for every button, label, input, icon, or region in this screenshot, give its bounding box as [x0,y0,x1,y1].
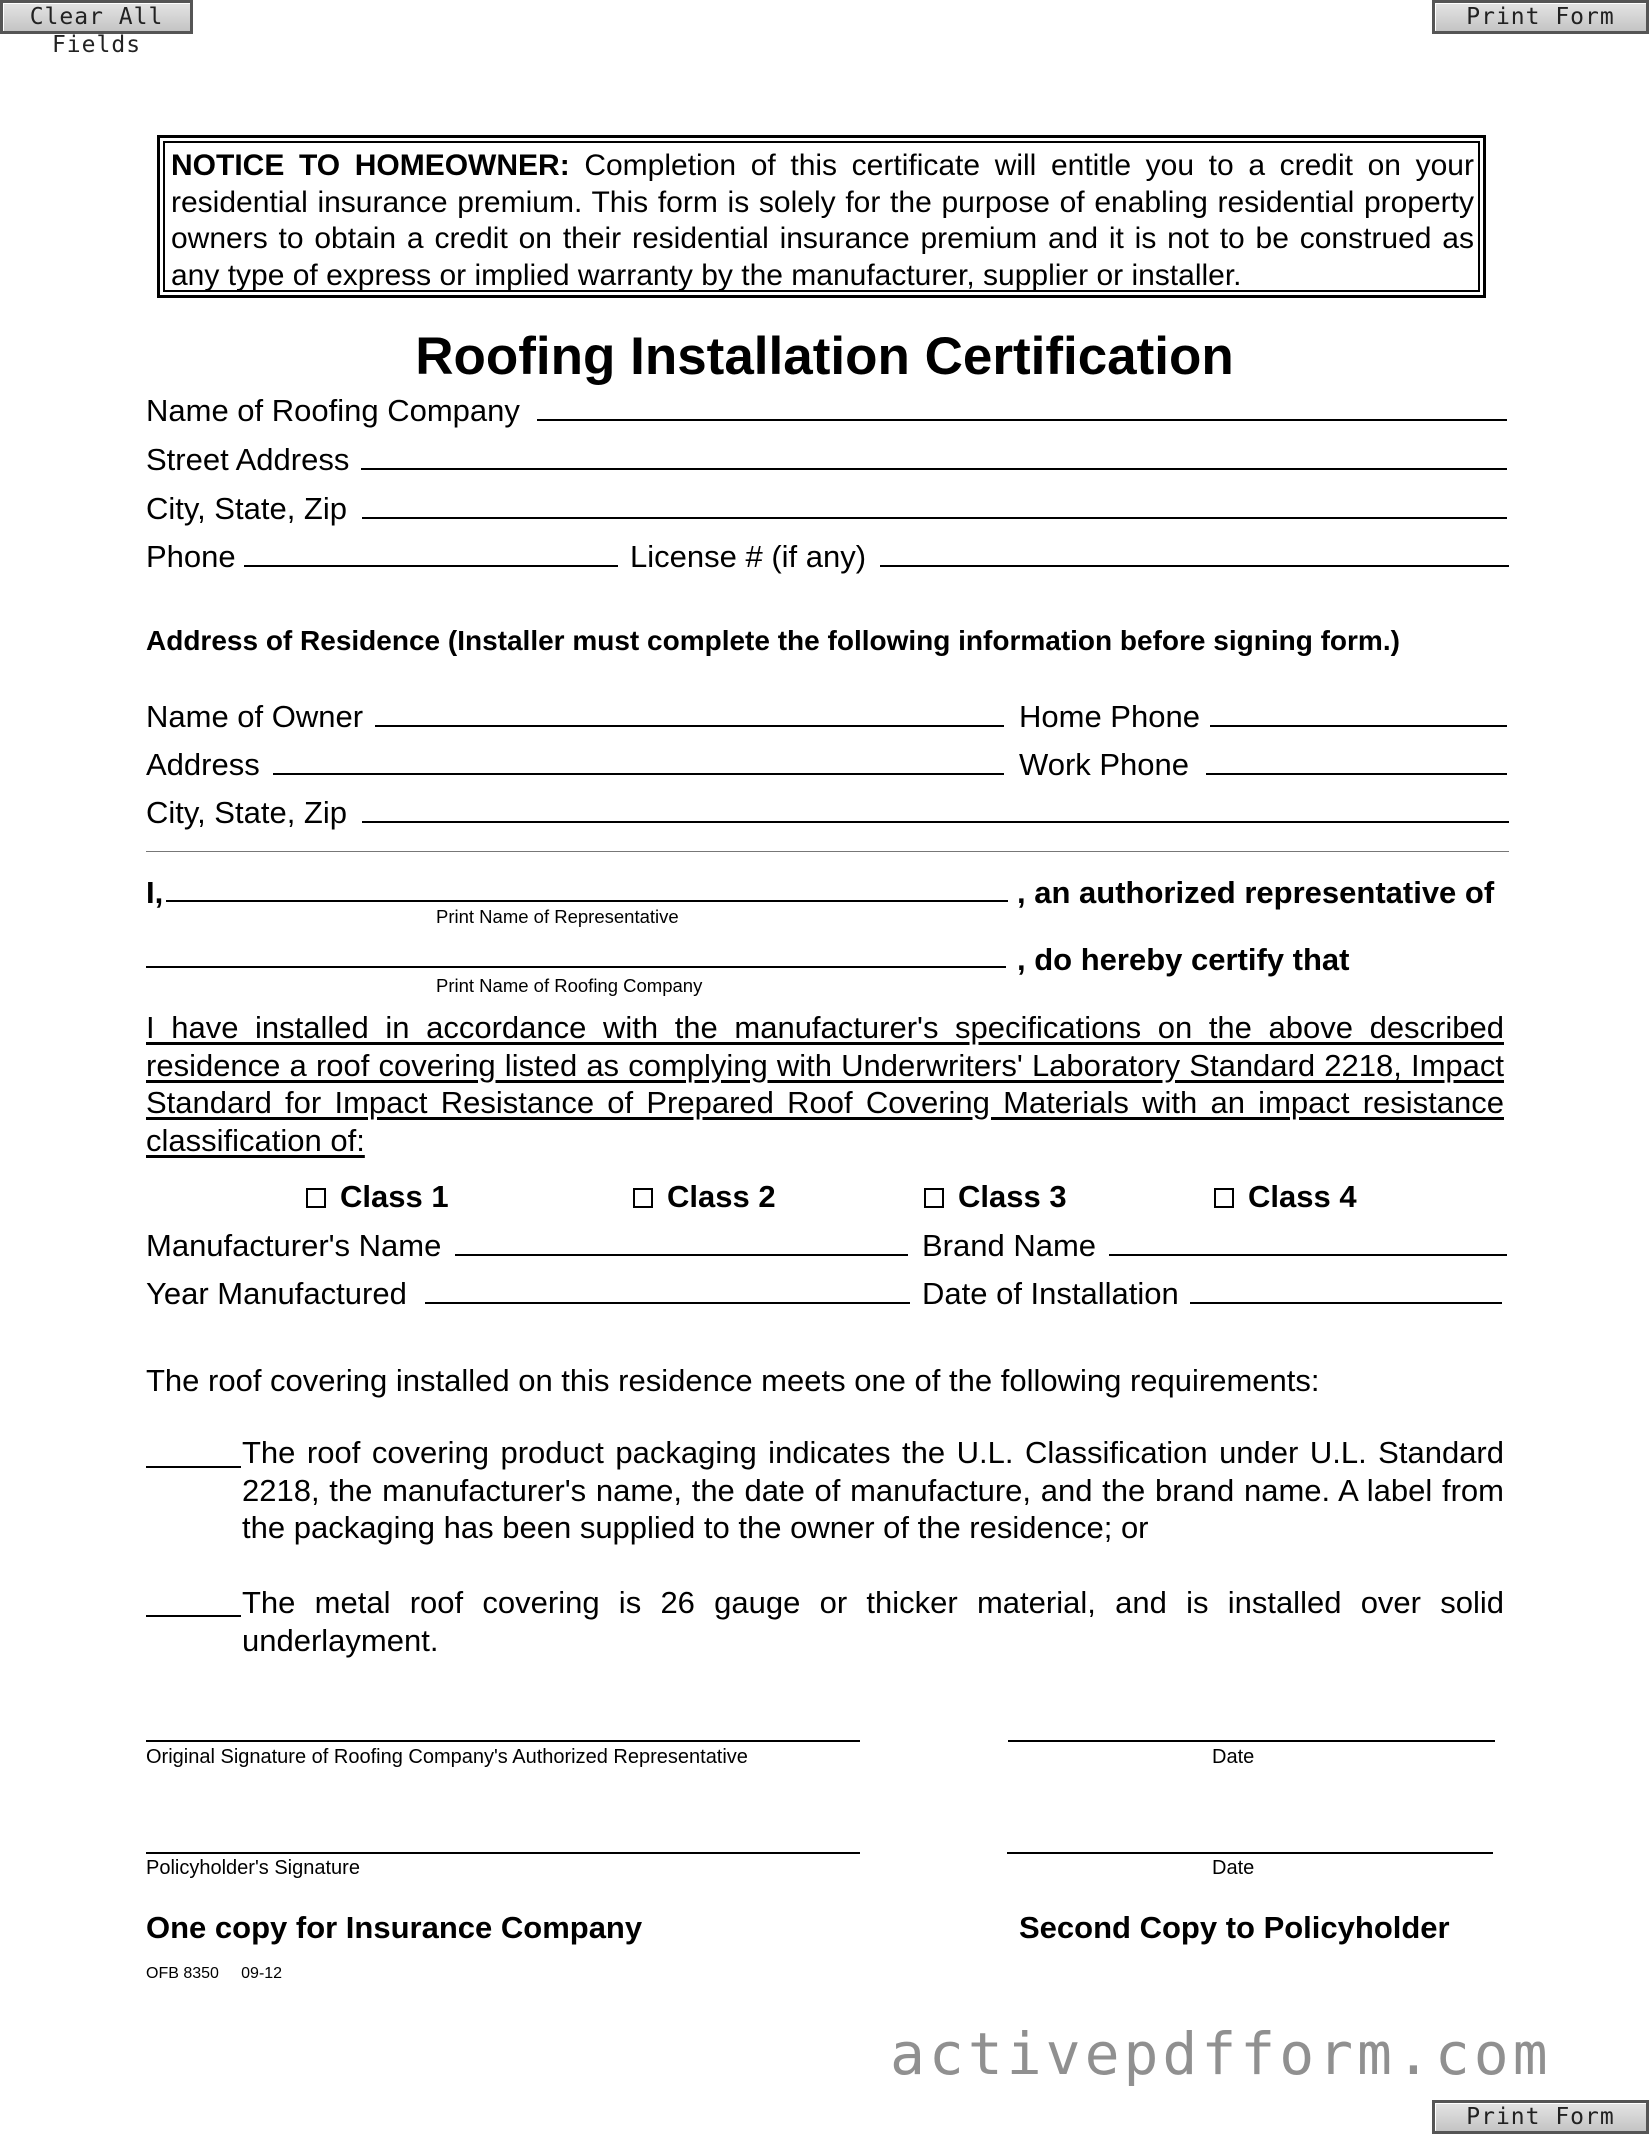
class-1-label: Class 1 [340,1179,449,1214]
option-2-initial-field[interactable] [146,1615,241,1617]
class-4-checkbox[interactable] [1214,1188,1234,1208]
company-city-field[interactable] [362,517,1507,519]
company-name-label: Name of Roofing Company [146,393,520,428]
class-2-checkbox[interactable] [633,1188,653,1208]
work-phone-label: Work Phone [1019,747,1190,782]
representative-signature-field[interactable] [146,1740,860,1742]
installation-date-label: Date of Installation [922,1276,1179,1311]
class-1-checkbox[interactable] [306,1188,326,1208]
license-field[interactable] [880,565,1509,567]
policyholder-signature-field[interactable] [146,1852,860,1854]
form-number: OFB 8350 09-12 [146,1965,283,1982]
print-form-button-bottom[interactable]: Print Form [1432,2100,1649,2134]
page-title: Roofing Installation Certification [415,327,1234,386]
brand-name-field[interactable] [1109,1254,1507,1256]
representative-name-field[interactable] [166,900,1008,902]
roofing-company-name-field[interactable] [146,966,1006,968]
copy-policyholder: Second Copy to Policyholder [1019,1910,1450,1945]
residence-city-field[interactable] [362,821,1509,823]
class-3-label: Class 3 [958,1179,1067,1214]
notice-heading: NOTICE TO HOMEOWNER: [171,149,570,182]
manufacturer-name-label: Manufacturer's Name [146,1228,442,1263]
notice-text [163,141,1480,292]
company-name-field[interactable] [537,419,1507,421]
representative-signature-caption: Original Signature of Roofing Company's Authorized Representative [146,1746,748,1768]
policyholder-signature-caption: Policyholder's Signature [146,1857,360,1879]
date-2-caption: Date [1212,1857,1255,1879]
certify-i-label: I, [146,875,164,910]
work-phone-field[interactable] [1206,773,1507,775]
home-phone-label: Home Phone [1019,699,1200,734]
date-1-caption: Date [1212,1746,1255,1768]
street-address-label: Street Address [146,442,350,477]
owner-name-label: Name of Owner [146,699,364,734]
manufacturer-name-field[interactable] [455,1254,908,1256]
representative-caption: Print Name of Representative [436,906,679,927]
year-manufactured-field[interactable] [425,1302,910,1304]
phone-label: Phone [146,539,236,574]
section-divider [146,851,1509,852]
requirements-intro: The roof covering installed on this residence meets one of the following requirements: [146,1363,1320,1398]
class-2-label: Class 2 [667,1179,776,1214]
class-3-checkbox[interactable] [924,1188,944,1208]
print-form-button-top[interactable]: Print Form [1432,0,1649,34]
roofing-company-caption: Print Name of Roofing Company [436,975,703,996]
owner-name-field[interactable] [375,725,1004,727]
installation-date-field[interactable] [1190,1302,1502,1304]
certify-suffix: , do hereby certify that [1017,942,1350,977]
residence-address-label: Address [146,747,260,782]
company-city-label: City, State, Zip [146,491,347,526]
notice-body: Completion of this certificate will entitle you to a credit on your residential insurance premium. This form is solely for the purpose of enabling residential property owners to obtain a credit on their residential insurance premium and it is not to be construed as any type of express or implied warranty by the manufacturer, supplier or installer. [171,149,1474,292]
license-label: License # (if any) [630,539,867,574]
clear-all-fields-button[interactable]: Clear All Fields [0,0,193,34]
option-1-text: The roof covering product packaging indicates the U.L. Classification under U.L. Standard 2218, the manufacturer's name, the date of manufacture, and the brand name. A label from the packaging has been supplied to the owner of the residence; or [242,1435,1504,1545]
home-phone-field[interactable] [1210,725,1507,727]
residence-city-label: City, State, Zip [146,795,347,830]
date-2-field[interactable] [1007,1852,1493,1854]
copy-insurance-company: One copy for Insurance Company [146,1910,643,1945]
option-1-initial-field[interactable] [146,1466,241,1468]
brand-name-label: Brand Name [922,1228,1097,1263]
residence-heading: Address of Residence (Installer must complete the following information before signing form.) [146,625,1400,656]
residence-address-field[interactable] [273,773,1004,775]
watermark: activepdfform.com [890,2020,1552,2088]
certification-statement: I have installed in accordance with the manufacturer's specifications on the above described residence a roof covering listed as complying with Underwriters' Laboratory Standard 2218, Impact Standard for Impact Resistance of Prepared Roof Covering Materials with an impact resistance classification of: [146,1010,1504,1158]
date-1-field[interactable] [1008,1740,1495,1742]
year-manufactured-label: Year Manufactured [146,1276,407,1311]
street-address-field[interactable] [361,468,1507,470]
option-2-text: The metal roof covering is 26 gauge or thicker material, and is installed over solid underlayment. [242,1585,1504,1658]
representative-suffix: , an authorized representative of [1017,875,1495,910]
phone-field[interactable] [244,565,618,567]
class-4-label: Class 4 [1248,1179,1357,1214]
homeowner-notice-box [157,135,1486,298]
